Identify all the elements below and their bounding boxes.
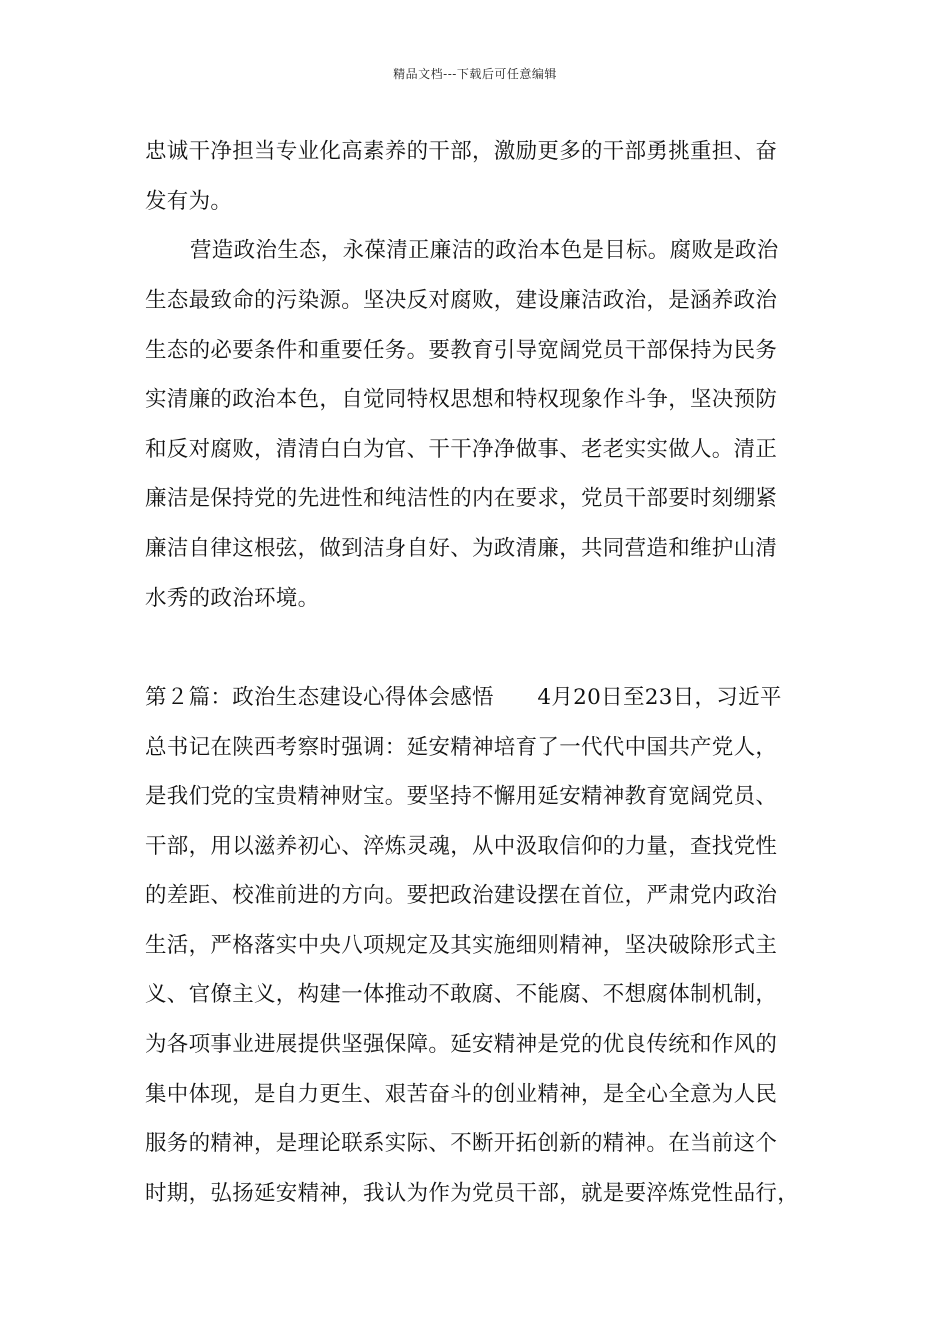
paragraph-line: 忠诚干净担当专业化高素养的干部，激励更多的干部勇挑重担、奋 [145, 139, 778, 164]
paragraph-line: 生态的必要条件和重要任务。要教育引导宽阔党员干部保持为民务 [145, 338, 778, 363]
paragraph-line: 生活，严格落实中央八项规定及其实施细则精神，坚决破除形式主 [145, 933, 778, 958]
paragraph-line: 水秀的政治环境。 [145, 586, 320, 611]
paragraph-line: 和反对腐败，清清白白为官、干干净净做事、老老实实做人。清正 [145, 437, 778, 462]
page-header: 精品文档---下载后可任意编辑 [393, 67, 557, 81]
paragraph-line: 为各项事业进展提供坚强保障。延安精神是党的优良传统和作风的 [145, 1032, 778, 1057]
paragraph-line: 的差距、校准前进的方向。要把政治建设摆在首位，严肃党内政治 [145, 883, 778, 908]
paragraph-line: 廉洁自律这根弦，做到洁身自好、为政清廉，共同营造和维护山清 [145, 536, 778, 561]
paragraph-line: 义、官僚主义，构建一体推动不敢腐、不能腐、不想腐体制机制， [145, 982, 778, 1007]
paragraph-line: 干部，用以滋养初心、淬炼灵魂，从中汲取信仰的力量，查找党性 [145, 834, 778, 859]
paragraph-line: 服务的精神，是理论联系实际、不断开拓创新的精神。在当前这个 [145, 1131, 778, 1156]
paragraph-line: 是我们党的宝贵精神财宝。要坚持不懈用延安精神教育宽阔党员、 [145, 784, 778, 809]
paragraph-line: 总书记在陕西考察时强调：延安精神培育了一代代中国共产党人， [145, 735, 778, 760]
paragraph-line: 生态最致命的污染源。坚决反对腐败，建设廉洁政治，是涵养政治 [145, 288, 778, 313]
paragraph-line: 时期，弘扬延安精神，我认为作为党员干部，就是要淬炼党性品行， [145, 1181, 800, 1206]
section-heading-line: 第２篇：政治生态建设心得体会感悟 4月20日至23日，习近平 [145, 685, 782, 710]
paragraph-line: 发有为。 [145, 189, 233, 214]
paragraph-line: 实清廉的政治本色，自觉同特权思想和特权现象作斗争，坚决预防 [145, 387, 778, 412]
paragraph-line: 集中体现，是自力更生、艰苦奋斗的创业精神，是全心全意为人民 [145, 1082, 778, 1107]
paragraph-line: 廉洁是保持党的先进性和纯洁性的内在要求，党员干部要时刻绷紧 [145, 486, 778, 511]
paragraph-line: 营造政治生态，永葆清正廉洁的政治本色是目标。腐败是政治 [190, 238, 779, 263]
